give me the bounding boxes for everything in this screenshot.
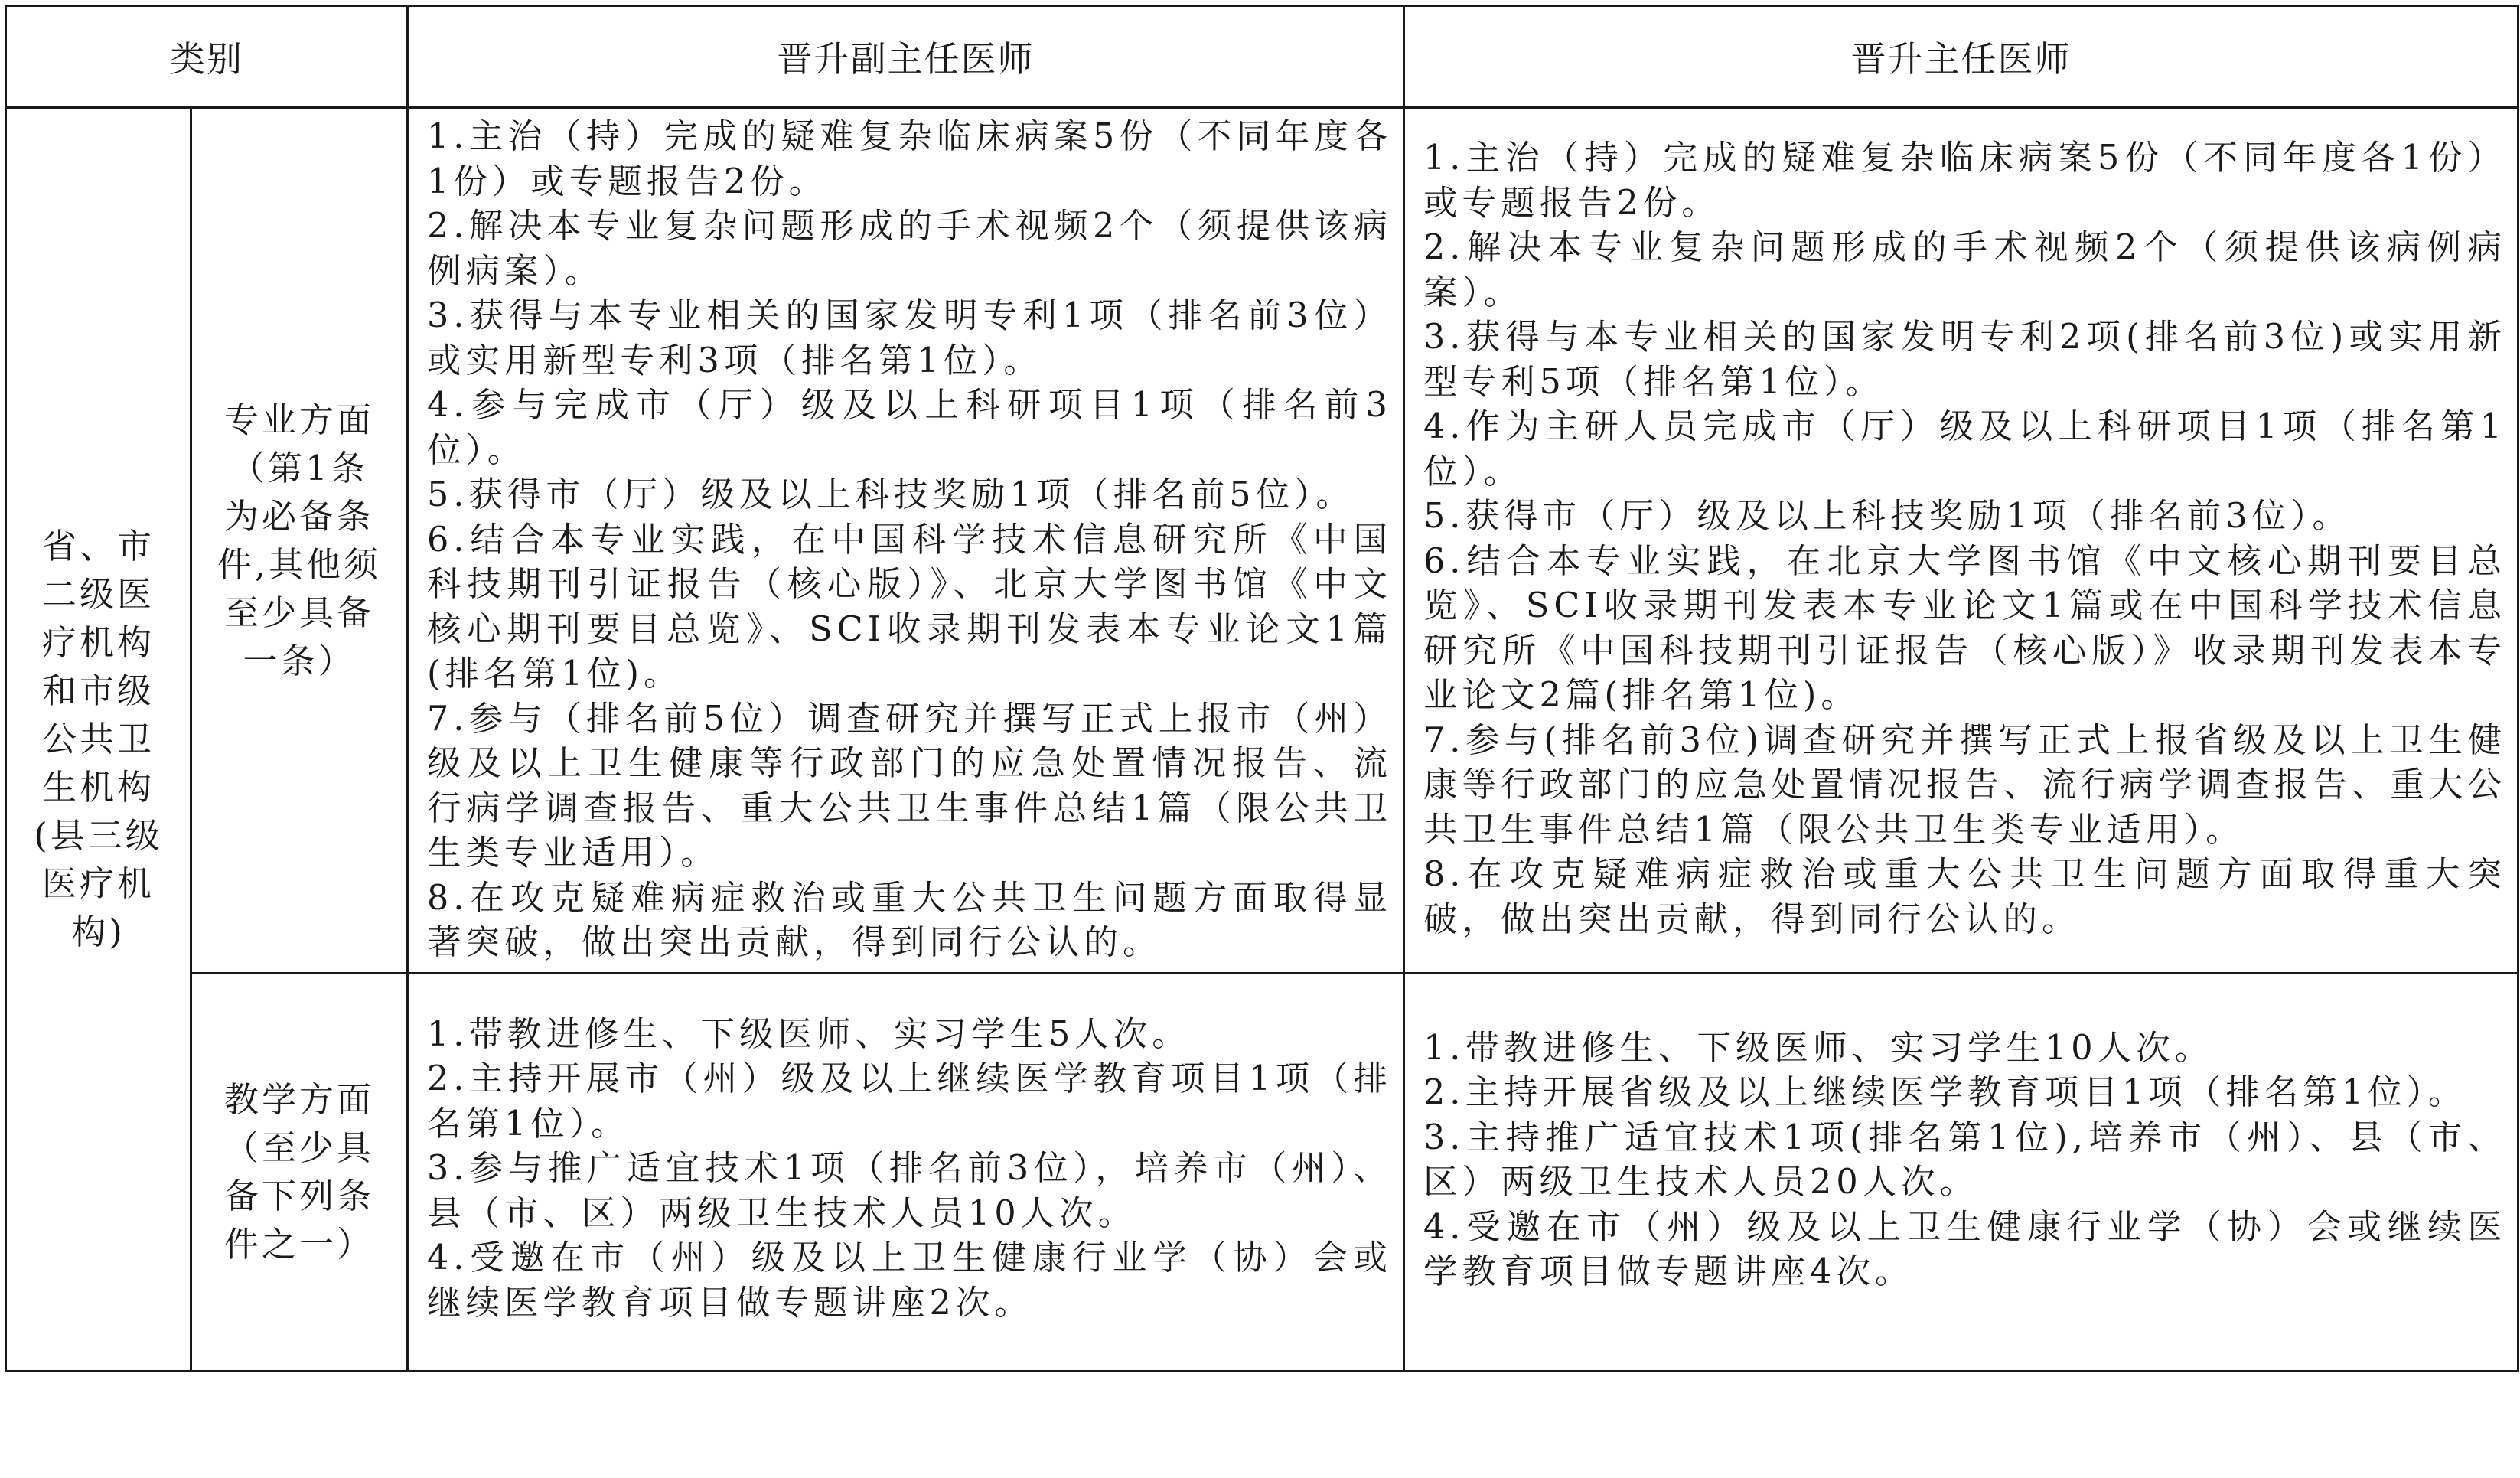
professional-label-cell: [191, 108, 408, 974]
professional-chief-item: 5.获得市（厅）级及以上科技奖励1项（排名前3位）。: [1423, 497, 2351, 536]
header-deputy-chief-physician: 晋升副主任医师: [408, 6, 1404, 108]
teaching-deputy-item: 2.主持开展市（州）级及以上继续医学教育项目1项（排名第1位）。: [427, 1059, 1392, 1144]
professional-chief-cell: [1404, 108, 2518, 974]
professional-label: 专业方面（第1条为必备条件,其他须至少具备一条）: [217, 399, 382, 681]
teaching-row: [6, 973, 2518, 1371]
professional-deputy-cell: [408, 108, 1404, 974]
header-row: [6, 6, 2518, 108]
professional-deputy-item: 3.获得与本专业相关的国家发明专利1项（排名前3位）或实用新型专利3项（排名第1位）。: [427, 296, 1392, 380]
professional-deputy-item: 8.在攻克疑难病症救治或重大公共卫生问题方面取得显著突破，做出突出贡献，得到同行公认的。: [427, 878, 1392, 962]
professional-deputy-item: 2.解决本专业复杂问题形成的手术视频2个（须提供该病例病案）。: [427, 207, 1392, 291]
professional-deputy-item: 1.主治（持）完成的疑难复杂临床病案5份（不同年度各1份）或专题报告2份。: [427, 117, 1392, 201]
professional-chief-item: 2.解决本专业复杂问题形成的手术视频2个（须提供该病例病案）。: [1423, 228, 2506, 312]
professional-deputy-item: 6.结合本专业实践，在中国科学技术信息研究所《中国科技期刊引证报告（核心版）》、北京大学图书馆《中文核心期刊要目总览》、SCI收录期刊发表本专业论文1篇(排名第1位)。: [427, 520, 1392, 693]
promotion-criteria-table: [5, 5, 2519, 1372]
teaching-chief-item: 2.主持开展省级及以上继续医学教育项目1项（排名第1位）。: [1423, 1073, 2467, 1112]
professional-chief-item: 4.作为主研人员完成市（厅）级及以上科研项目1项（排名第1位）。: [1423, 407, 2506, 491]
teaching-chief-item: 4.受邀在市（州）级及以上卫生健康行业学（协）会或继续医学教育项目做专题讲座4次。: [1423, 1207, 2506, 1291]
teaching-deputy-item: 1.带教进修生、下级医师、实习学生5人次。: [427, 1014, 1191, 1054]
professional-chief-item: 8.在攻克疑难病症救治或重大公共卫生问题方面取得重大突破，做出突出贡献，得到同行公认的。: [1423, 855, 2506, 939]
teaching-chief-item: 3.主持推广适宜技术1项(排名第1位),培养市（州）、县（市、区）两级卫生技术人员20人次。: [1423, 1117, 2506, 1202]
professional-deputy-item: 4.参与完成市（厅）级及以上科研项目1项（排名前3位）。: [427, 386, 1392, 470]
category-label: 省、市二级医疗机构和市级公共卫生机构(县三级医疗机构): [34, 526, 163, 953]
professional-chief-item: 6.结合本专业实践，在北京大学图书馆《中文核心期刊要目总览》、SCI收录期刊发表本专业论文1篇或在中国科学技术信息研究所《中国科技期刊引证报告（核心版）》收录期刊发表本专业论文2篇(排名第1位)。: [1423, 541, 2506, 715]
professional-row: [6, 108, 2518, 974]
teaching-chief-item: 1.带教进修生、下级医师、实习学生10人次。: [1423, 1028, 2214, 1068]
teaching-chief-cell: [1404, 973, 2518, 1371]
teaching-label: 教学方面（至少具备下列条件之一）: [223, 1079, 374, 1264]
professional-deputy-item: 7.参与（排名前5位）调查研究并撰写正式上报市（州）级及以上卫生健康等行政部门的应急处置情况报告、流行病学调查报告、重大公共卫生事件总结1篇（限公共卫生类专业适用）。: [427, 699, 1392, 873]
professional-chief-item: 3.获得与本专业相关的国家发明专利2项(排名前3位)或实用新型专利5项（排名第1位）。: [1423, 318, 2506, 402]
professional-chief-item: 1.主治（持）完成的疑难复杂临床病案5份（不同年度各1份）或专题报告2份。: [1423, 139, 2506, 223]
professional-chief-item: 7.参与(排名前3位)调查研究并撰写正式上报省级及以上卫生健康等行政部门的应急处置情况报告、流行病学调查报告、重大公共卫生事件总结1篇（限公共卫生类专业适用）。: [1423, 720, 2506, 850]
teaching-deputy-cell: [408, 973, 1404, 1371]
header-category: 类别: [6, 6, 408, 108]
professional-deputy-item: 5.获得市（厅）级及以上科技奖励1项（排名前5位）。: [427, 475, 1355, 514]
header-chief-physician: 晋升主任医师: [1404, 6, 2518, 108]
category-cell: [6, 108, 191, 1372]
teaching-label-cell: [191, 973, 408, 1371]
teaching-deputy-item: 4.受邀在市（州）级及以上卫生健康行业学（协）会或继续医学教育项目做专题讲座2次。: [427, 1238, 1392, 1323]
teaching-deputy-item: 3.参与推广适宜技术1项（排名前3位），培养市（州）、县（市、区）两级卫生技术人员10人次。: [427, 1149, 1392, 1233]
